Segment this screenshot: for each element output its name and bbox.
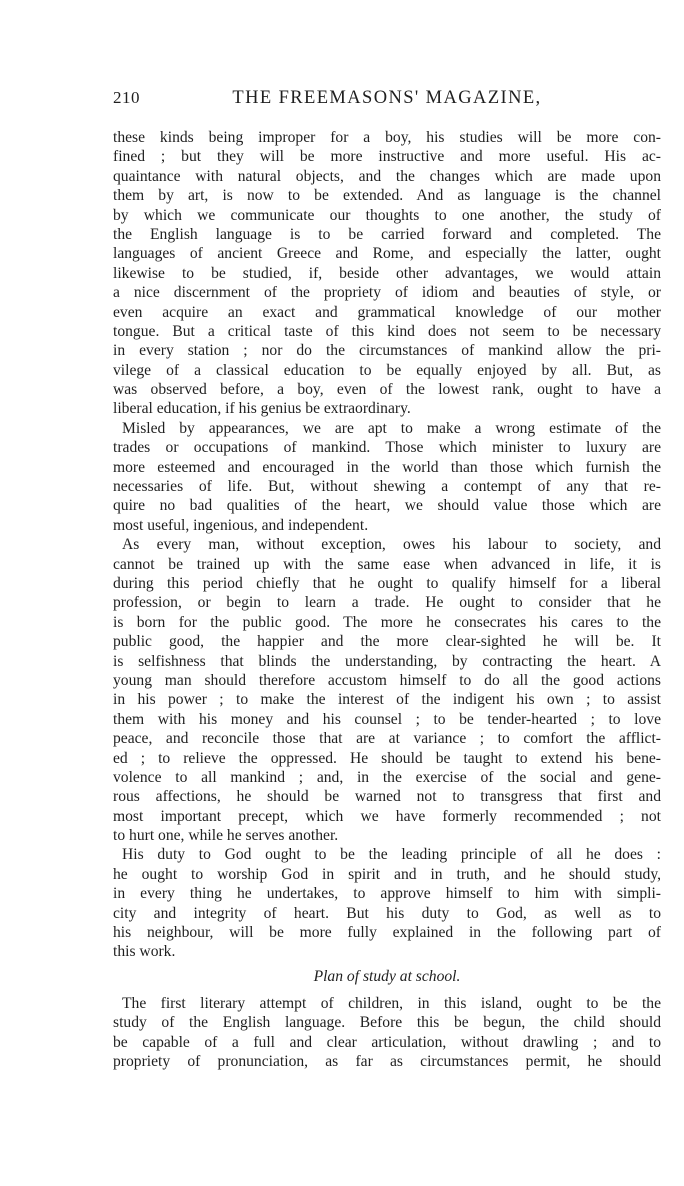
- text-line: trades or occupations of mankind. Those which minister to luxury are: [113, 439, 661, 457]
- text-line: quaintance with natural objects, and the changes which are made upon: [113, 167, 661, 185]
- paragraph-3: [113, 535, 661, 845]
- text-line: these kinds being improper for a boy, his studies will be more con-: [113, 129, 661, 146]
- text-line: peace, and reconcile those that are at variance ; to comfort the afflict-: [113, 730, 661, 748]
- text-line: a nice discernment of the propriety of idiom and beauties of style, or: [113, 284, 661, 302]
- text-line: vilege of a classical education to be equally enjoyed by all. But, as: [113, 361, 661, 379]
- text-line: tongue. But a critical taste of this kind does not seem to be necessary: [113, 322, 661, 340]
- text-line: is born for the public good. The more he consecrates his cares to the: [113, 613, 661, 631]
- text-line: them by art, is now to be extended. And as language is the channel: [113, 187, 661, 205]
- text-line: His duty to God ought to be the leading principle of all he does :: [122, 846, 661, 864]
- text-line: The first literary attempt of children, in this island, ought to be the: [122, 994, 661, 1012]
- text-line: he ought to worship God in spirit and in truth, and he should study,: [113, 865, 661, 883]
- text-line: rous affections, he should be warned not to transgress that first and: [113, 788, 661, 806]
- text-line: As every man, without exception, owes his labour to society, and: [122, 536, 661, 554]
- running-head: THE FREEMASONS' MAGAZINE,: [232, 88, 542, 108]
- text-line: to hurt one, while he serves another.: [113, 827, 339, 845]
- paragraph-2: [113, 419, 661, 535]
- text-line: languages of ancient Greece and Rome, and especially the latter, ought: [113, 245, 661, 263]
- text-line: was observed before, a boy, even of the lowest rank, ought to have a: [113, 381, 661, 399]
- text-line: volence to all mankind ; and, in the exercise of the social and gene-: [113, 768, 661, 786]
- text-line: by which we communicate our thoughts to one another, the study of: [113, 206, 661, 224]
- text-line: city and integrity of heart. But his duty to God, as well as to: [113, 904, 661, 922]
- text-line: in every station ; nor do the circumstances of mankind allow the pri-: [113, 342, 661, 360]
- text-line: most useful, ingenious, and independent.: [113, 516, 369, 534]
- text-line: young man should therefore accustom himself to do all the good actions: [113, 671, 661, 689]
- text-line: necessaries of life. But, without shewing a contempt of any that re-: [113, 478, 661, 496]
- text-line: public good, the happier and the more clear-sighted he will be. It: [113, 633, 661, 651]
- text-line: more esteemed and encouraged in the world than those which furnish the: [113, 458, 661, 476]
- text-line: his neighbour, will be more fully explained in the following part of: [113, 924, 661, 942]
- text-line: in his power ; to make the interest of the indigent his own ; to assist: [113, 691, 661, 709]
- text-line: liberal education, if his genius be extraordinary.: [113, 400, 411, 418]
- page-number: 210: [113, 88, 140, 107]
- text-line: in every thing he undertakes, to approve himself to him with simpli-: [113, 885, 661, 903]
- paragraph-4: [113, 845, 661, 961]
- text-line: profession, or begin to learn a trade. He ought to consider that he: [113, 594, 661, 612]
- text-line: cannot be trained up with the same ease when advanced in life, it is: [113, 555, 661, 573]
- text-line: Misled by appearances, we are apt to make a wrong estimate of the: [122, 419, 661, 437]
- paragraph-1: [113, 128, 661, 419]
- text-line: is selfishness that blinds the understanding, by contracting the heart. A: [113, 652, 661, 670]
- text-line: during this period chiefly that he ought to qualify himself for a liberal: [113, 574, 661, 592]
- page-header: [113, 88, 661, 114]
- text-line: fined ; but they will be more instructive and more useful. His ac-: [113, 148, 661, 166]
- body-text: [113, 128, 661, 1071]
- text-line: this work.: [113, 943, 176, 961]
- text-line: even acquire an exact and grammatical knowledge of our mother: [113, 303, 661, 321]
- text-line: the English language is to be carried forward and completed. The: [113, 225, 661, 243]
- paragraph-5: [113, 994, 661, 1072]
- text-line: propriety of pronunciation, as far as circumstances permit, he should: [113, 1052, 661, 1070]
- text-line: be capable of a full and clear articulation, without drawling ; and to: [113, 1033, 661, 1051]
- section-heading: Plan of study at school.: [313, 967, 461, 985]
- text-line: likewise to be studied, if, beside other advantages, we would attain: [113, 264, 661, 282]
- text-line: quire no bad qualities of the heart, we should value those which are: [113, 497, 661, 515]
- text-line: study of the English language. Before this be begun, the child should: [113, 1014, 661, 1032]
- text-line: them with his money and his counsel ; to be tender-hearted ; to love: [113, 710, 661, 728]
- text-line: ed ; to relieve the oppressed. He should be taught to extend his bene-: [113, 749, 661, 767]
- text-line: most important precept, which we have formerly recommended ; not: [113, 807, 661, 825]
